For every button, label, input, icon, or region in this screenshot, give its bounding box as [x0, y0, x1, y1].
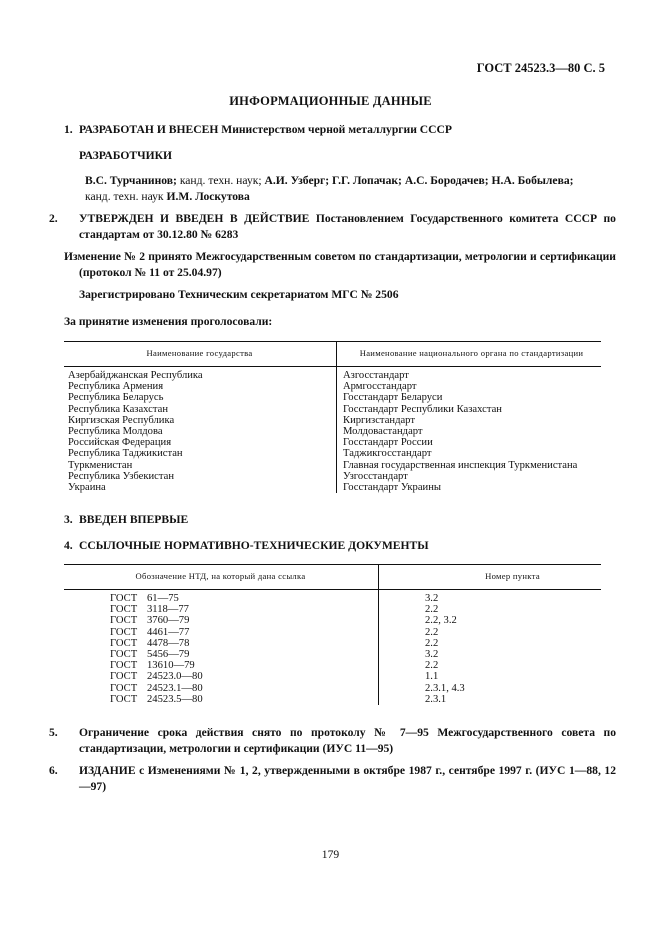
voted-heading: За принятие изменения проголосовали: — [64, 315, 273, 328]
standards-body: Узгосстандарт — [343, 470, 408, 482]
section-2-rest: Постановлением Государственного комитета СССР по стандартам от 30.12.80 № 6283 — [79, 212, 616, 241]
developers-heading: РАЗРАБОТЧИКИ — [79, 149, 173, 162]
gost-prefix: ГОСТ — [110, 682, 138, 694]
page-title: ИНФОРМАЦИОННЫЕ ДАННЫЕ — [229, 94, 432, 108]
section-2-bold: УТВЕРЖДЕН И ВВЕДЕН В ДЕЙСТВИЕ — [79, 212, 310, 225]
clause-number: 2.2 — [425, 604, 439, 616]
standards-body: Госстандарт Украины — [343, 482, 441, 494]
table-row — [64, 604, 601, 615]
section-number: 6. — [49, 764, 58, 777]
table-row — [64, 482, 601, 493]
col-header-state: Наименование государства — [64, 342, 337, 367]
state-name: Республика Молдова — [64, 426, 337, 437]
table-row — [64, 367, 601, 382]
gost-number: 24523.1—80 — [147, 682, 203, 694]
standards-body: Главная государственная инспекция Туркменистана — [343, 459, 578, 471]
gost-prefix: ГОСТ — [110, 637, 138, 649]
table-row — [64, 683, 601, 694]
table-row — [64, 392, 601, 403]
section-4 — [64, 538, 601, 554]
standards-body: Госстандарт России — [343, 437, 433, 449]
document-header: ГОСТ 24523.3—80 С. 5 — [476, 61, 605, 75]
section-4-text: ССЫЛОЧНЫЕ НОРМАТИВНО-ТЕХНИЧЕСКИЕ ДОКУМЕНТЫ — [79, 539, 429, 552]
section-number: 3. — [64, 513, 73, 526]
standards-body: Госстандарт Беларуси — [343, 392, 443, 404]
table-row — [64, 649, 601, 660]
state-name: Украина — [64, 482, 337, 493]
document-designation — [64, 694, 379, 705]
table-row — [64, 671, 601, 682]
table-header-row — [64, 565, 601, 590]
table-row — [64, 627, 601, 638]
references-table-body — [64, 590, 601, 706]
section-1-bold: РАЗРАБОТАН И ВНЕСЕН — [79, 123, 219, 136]
state-name: Киргизская Республика — [64, 415, 337, 426]
gost-number: 13610—79 — [147, 660, 195, 672]
table-row — [64, 471, 601, 482]
document-designation — [64, 683, 379, 694]
section-5 — [49, 725, 616, 757]
developer-name: В.С. Турчанинов; — [85, 174, 177, 187]
state-name: Туркменистан — [64, 460, 337, 471]
document-designation — [64, 660, 379, 671]
developers-list — [85, 173, 601, 205]
developer-names: А.И. Узберг; Г.Г. Лопачак; А.С. Бородачев; Н.А. Бобылева; — [261, 174, 574, 187]
references-table — [64, 564, 601, 705]
section-5-text: Ограничение срока действия снято по протоколу № 7—95 Межгосударственного совета по стандартизации, метрологии и сертификации (ИУС 11—95) — [79, 726, 616, 755]
section-1 — [64, 122, 601, 138]
table-row — [64, 460, 601, 471]
section-number: 2. — [49, 212, 58, 225]
table-header-row — [64, 342, 601, 367]
state-name: Республика Беларусь — [64, 392, 337, 403]
col-header-designation: Обозначение НТД, на который дана ссылка — [64, 565, 379, 590]
standards-body: Армгосстандарт — [343, 381, 417, 393]
table-row — [64, 415, 601, 426]
section-3-text: ВВЕДЕН ВПЕРВЫЕ — [79, 513, 189, 526]
table-row — [64, 404, 601, 415]
gost-prefix: ГОСТ — [110, 693, 138, 705]
state-name: Республика Казахстан — [64, 404, 337, 415]
document-designation — [64, 604, 379, 615]
clause-number: 2.2 — [425, 637, 439, 649]
table-row — [64, 660, 601, 671]
clause-number: 2.2 — [425, 626, 439, 638]
section-6 — [49, 763, 616, 795]
clause-number: 3.2 — [425, 649, 439, 661]
gost-number: 5456—79 — [147, 649, 190, 661]
state-name: Республика Узбекистан — [64, 471, 337, 482]
gost-prefix: ГОСТ — [110, 660, 138, 672]
state-name: Республика Армения — [64, 381, 337, 392]
gost-prefix: ГОСТ — [110, 615, 138, 627]
col-header-body: Наименование национального органа по стандартизации — [337, 342, 602, 367]
developer-degree: канд. техн. наук — [85, 190, 164, 203]
developer-degree: канд. техн. наук; — [176, 174, 262, 187]
clause-number: 1.1 — [425, 671, 439, 683]
document-designation — [64, 638, 379, 649]
gost-number: 24523.5—80 — [147, 693, 203, 705]
clause-number: 2.3.1, 4.3 — [425, 682, 465, 694]
gost-number: 3118—77 — [147, 604, 189, 616]
gost-number: 4461—77 — [147, 626, 190, 638]
document-designation — [64, 627, 379, 638]
gost-prefix: ГОСТ — [110, 626, 138, 638]
table-row — [64, 615, 601, 626]
table-row — [64, 590, 601, 605]
section-number: 4. — [64, 539, 73, 552]
gost-prefix: ГОСТ — [110, 604, 138, 616]
document-designation — [64, 649, 379, 660]
document-designation — [64, 671, 379, 682]
standards-body: Молдовастандарт — [343, 426, 423, 438]
change-note: Изменение № 2 принято Межгосударственным советом по стандартизации, метрологии и сертификации (протокол № 11 от 25.04.97) — [64, 250, 616, 279]
section-number: 1. — [64, 123, 73, 136]
clause-number: 3.2 — [425, 593, 439, 604]
clause-number: 2.3.1 — [425, 693, 447, 705]
document-designation — [64, 615, 379, 626]
state-name: Азербайджанская Республика — [64, 367, 337, 382]
registered-note: Зарегистрировано Техническим секретариатом МГС № 2506 — [79, 288, 399, 301]
gost-number: 24523.0—80 — [147, 671, 203, 683]
standards-body: Таджикгосстандарт — [343, 448, 432, 460]
table-row — [64, 694, 601, 705]
gost-number: 3760—79 — [147, 615, 190, 627]
document-designation — [64, 590, 379, 605]
section-number: 5. — [49, 726, 58, 739]
developer-name: И.М. Лоскутова — [163, 190, 250, 203]
section-1-rest: Министерством черной металлургии СССР — [221, 123, 453, 136]
states-table-body — [64, 367, 601, 494]
gost-number: 4478—78 — [147, 637, 190, 649]
table-row — [64, 437, 601, 448]
gost-number: 61—75 — [147, 593, 179, 604]
table-row — [64, 638, 601, 649]
section-6-text: ИЗДАНИЕ с Изменениями № 1, 2, утвержденными в октябре 1987 г., сентябре 1997 г. (ИУС 1—88, 12—97) — [79, 764, 616, 793]
table-row — [64, 448, 601, 459]
gost-prefix: ГОСТ — [110, 671, 138, 683]
col-header-clause: Номер пункта — [379, 565, 602, 590]
table-row — [64, 381, 601, 392]
state-name: Российская Федерация — [64, 437, 337, 448]
standards-body: Азгосстандарт — [343, 370, 409, 381]
table-row — [64, 426, 601, 437]
state-name: Республика Таджикистан — [64, 448, 337, 459]
page-number: 179 — [321, 848, 340, 861]
section-2 — [49, 211, 616, 243]
gost-prefix: ГОСТ — [110, 649, 138, 661]
standards-body: Киргизстандарт — [343, 414, 415, 426]
clause-number: 2.2, 3.2 — [425, 615, 457, 627]
states-table — [64, 341, 601, 493]
standards-body: Госстандарт Республики Казахстан — [343, 403, 502, 415]
clause-number: 2.2 — [425, 660, 439, 672]
gost-prefix: ГОСТ — [110, 593, 138, 604]
section-3 — [64, 512, 601, 528]
